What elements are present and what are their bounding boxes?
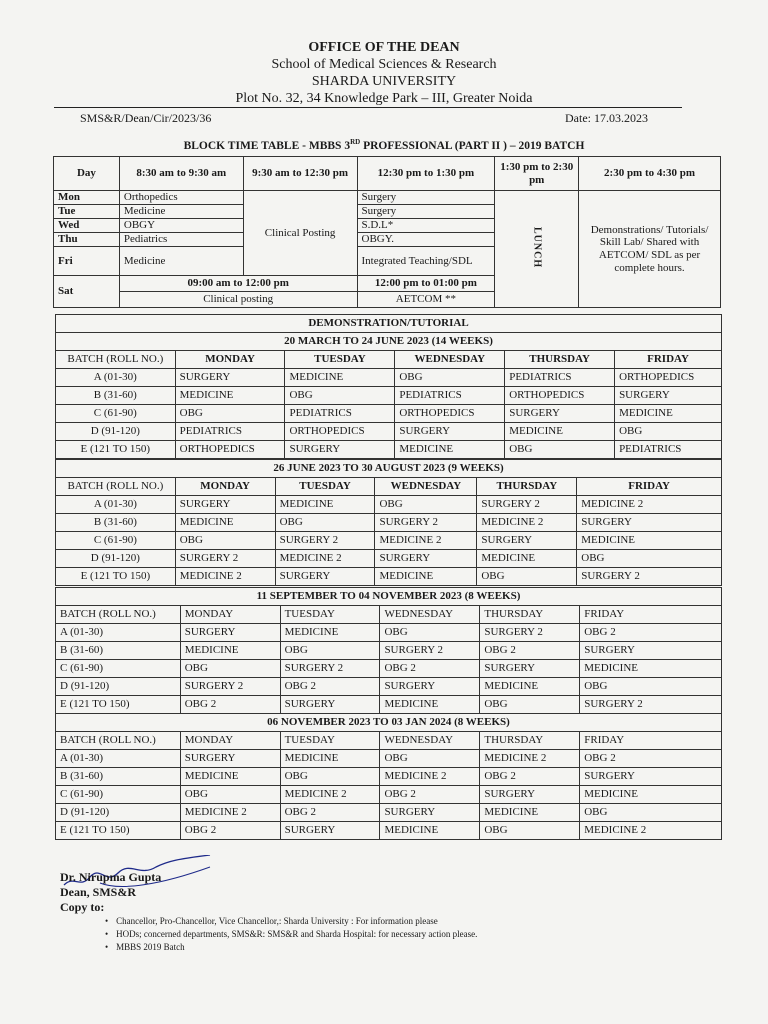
subject-cell: ORTHOPEDICS	[285, 423, 395, 441]
subject-cell: MEDICINE	[480, 678, 580, 696]
batch-cell: C (61-90)	[56, 532, 176, 550]
saturday-noon-cell	[357, 276, 495, 308]
table-row	[56, 660, 722, 678]
subject-cell: SURGERY	[615, 387, 722, 405]
subject-cell: MEDICINE 2	[175, 568, 275, 586]
subject-cell: OBG	[580, 678, 722, 696]
subject-cell: PEDIATRICS	[175, 423, 285, 441]
subject-cell: OBG	[480, 696, 580, 714]
subject-cell: MEDICINE	[477, 550, 577, 568]
header-slot-4: 1:30 pm to 2:30 pm	[495, 157, 579, 191]
saturday-value-2: AETCOM **	[395, 293, 456, 305]
saturday-time-1: 09:00 am to 12:00 pm	[120, 276, 357, 292]
subject-cell: SURGERY	[380, 804, 480, 822]
subject-cell: OBG	[375, 496, 477, 514]
saturday-value-1: Clinical posting	[203, 293, 274, 305]
subject-cell: MEDICINE	[180, 768, 280, 786]
subject-cell: MEDICINE	[175, 387, 285, 405]
subject-cell: MEDICINE	[395, 441, 505, 459]
subject-cell: SURGERY	[580, 768, 722, 786]
morning-subject: Pediatrics	[119, 233, 243, 247]
subject-cell: PEDIATRICS	[615, 441, 722, 459]
batch-cell: C (61-90)	[56, 786, 181, 804]
table-row	[56, 696, 722, 714]
subject-cell: MEDICINE	[615, 405, 722, 423]
subject-cell: OBG 2	[580, 750, 722, 768]
subject-cell: SURGERY 2	[280, 660, 380, 678]
demo-table-period-2	[55, 459, 722, 586]
subject-cell: MEDICINE	[480, 804, 580, 822]
subject-cell: MEDICINE	[580, 660, 722, 678]
col-header: THURSDAY	[480, 732, 580, 750]
subject-cell: OBG	[505, 441, 615, 459]
noon-subject: Surgery	[357, 205, 495, 219]
batch-cell: E (121 TO 150)	[56, 441, 176, 459]
col-header: TUESDAY	[285, 351, 395, 369]
col-header: THURSDAY	[480, 606, 580, 624]
batch-cell: D (91-120)	[56, 423, 176, 441]
morning-subject: OBGY	[119, 219, 243, 233]
subject-cell: MEDICINE	[285, 369, 395, 387]
batch-cell: B (31-60)	[56, 514, 176, 532]
batch-cell: C (61-90)	[56, 660, 181, 678]
col-header: FRIDAY	[615, 351, 722, 369]
batch-cell: D (91-120)	[56, 678, 181, 696]
subject-cell: SURGERY	[280, 696, 380, 714]
subject-cell: SURGERY	[580, 642, 722, 660]
subject-cell: SURGERY	[505, 405, 615, 423]
batch-cell: A (01-30)	[56, 496, 176, 514]
subject-cell: OBG 2	[280, 804, 380, 822]
subject-cell: SURGERY	[577, 514, 722, 532]
table-row	[56, 532, 722, 550]
subject-cell: OBG	[580, 804, 722, 822]
table-row	[56, 514, 722, 532]
demo-table-period-3	[55, 587, 722, 714]
table-row	[56, 496, 722, 514]
circular-date: Date: 17.03.2023	[565, 111, 648, 125]
col-header: WEDNESDAY	[380, 606, 480, 624]
batch-cell: D (91-120)	[56, 550, 176, 568]
subject-cell: PEDIATRICS	[285, 405, 395, 423]
subject-cell: OBG 2	[480, 642, 580, 660]
table-row	[56, 642, 722, 660]
day-label: Mon	[54, 191, 120, 205]
afternoon-activities-cell: Demonstrations/ Tutorials/ Skill Lab/ Shared with AETCOM/ SDL as per complete hours.	[579, 191, 721, 308]
table-row	[56, 423, 722, 441]
col-header: WEDNESDAY	[395, 351, 505, 369]
subject-cell: MEDICINE 2	[480, 750, 580, 768]
header-slot-3: 12:30 pm to 1:30 pm	[357, 157, 495, 191]
subject-cell: SURGERY	[275, 568, 375, 586]
morning-subject: Orthopedics	[119, 191, 243, 205]
col-header: MONDAY	[175, 351, 285, 369]
subject-cell: SURGERY	[285, 441, 395, 459]
subject-cell: OBG	[275, 514, 375, 532]
subject-cell: OBG	[180, 660, 280, 678]
subject-cell: MEDICINE	[577, 532, 722, 550]
subject-cell: SURGERY 2	[577, 568, 722, 586]
table-row	[56, 405, 722, 423]
col-header: THURSDAY	[477, 478, 577, 496]
subject-cell: MEDICINE 2	[380, 768, 480, 786]
school-name: School of Medical Sciences & Research	[271, 57, 497, 72]
subject-cell: ORTHOPEDICS	[615, 369, 722, 387]
subject-cell: SURGERY	[175, 369, 285, 387]
circular-reference: SMS&R/Dean/Cir/2023/36	[80, 111, 212, 125]
batch-cell: B (31-60)	[56, 387, 176, 405]
subject-cell: OBG	[577, 550, 722, 568]
subject-cell: PEDIATRICS	[505, 369, 615, 387]
header-slot-2: 9:30 am to 12:30 pm	[243, 157, 357, 191]
noon-subject: S.D.L*	[357, 219, 495, 233]
subject-cell: OBG 2	[280, 678, 380, 696]
copy-to-label: Copy to:	[60, 900, 105, 914]
address: Plot No. 32, 34 Knowledge Park – III, Greater Noida	[235, 91, 533, 106]
col-header: BATCH (ROLL NO.)	[56, 478, 176, 496]
col-header: TUESDAY	[280, 732, 380, 750]
demo-heading: DEMONSTRATION/TUTORIAL	[56, 315, 722, 333]
saturday-time-2: 12:00 pm to 01:00 pm	[358, 276, 495, 292]
day-label: Wed	[54, 219, 120, 233]
subject-cell: OBG	[380, 750, 480, 768]
timetable-title: BLOCK TIME TABLE - MBBS 3RD PROFESSIONAL (PART II ) – 2019 BATCH	[183, 138, 585, 152]
batch-cell: E (121 TO 150)	[56, 568, 176, 586]
subject-cell: OBG	[280, 768, 380, 786]
batch-cell: D (91-120)	[56, 804, 181, 822]
table-row	[56, 624, 722, 642]
subject-cell: MEDICINE 2	[180, 804, 280, 822]
noon-subject: Integrated Teaching/SDL	[357, 247, 495, 276]
subject-cell: OBG	[615, 423, 722, 441]
subject-cell: MEDICINE	[380, 822, 480, 840]
day-label: Sat	[54, 276, 120, 308]
subject-cell: OBG	[477, 568, 577, 586]
day-label: Tue	[54, 205, 120, 219]
subject-cell: MEDICINE	[275, 496, 375, 514]
col-header: WEDNESDAY	[380, 732, 480, 750]
batch-cell: A (01-30)	[56, 624, 181, 642]
subject-cell: OBG	[285, 387, 395, 405]
morning-subject: Medicine	[119, 205, 243, 219]
batch-cell: B (31-60)	[56, 642, 181, 660]
table-row	[56, 786, 722, 804]
subject-cell: SURGERY	[180, 750, 280, 768]
subject-cell: SURGERY 2	[180, 678, 280, 696]
header-day: Day	[54, 157, 120, 191]
batch-cell: A (01-30)	[56, 369, 176, 387]
subject-cell: MEDICINE	[175, 514, 275, 532]
subject-cell: SURGERY	[375, 550, 477, 568]
subject-cell: SURGERY 2	[375, 514, 477, 532]
subject-cell: SURGERY 2	[477, 496, 577, 514]
batch-cell: E (121 TO 150)	[56, 696, 181, 714]
header-slot-1: 8:30 am to 9:30 am	[119, 157, 243, 191]
col-header: FRIDAY	[580, 732, 722, 750]
subject-cell: MEDICINE 2	[275, 550, 375, 568]
day-label: Fri	[54, 247, 120, 276]
subject-cell: SURGERY	[480, 660, 580, 678]
subject-cell: SURGERY 2	[380, 642, 480, 660]
subject-cell: SURGERY 2	[480, 624, 580, 642]
batch-cell: A (01-30)	[56, 750, 181, 768]
subject-cell: SURGERY	[480, 786, 580, 804]
subject-cell: MEDICINE	[375, 568, 477, 586]
subject-cell: MEDICINE	[505, 423, 615, 441]
col-header: MONDAY	[180, 606, 280, 624]
col-header: MONDAY	[180, 732, 280, 750]
subject-cell: OBG 2	[380, 786, 480, 804]
batch-cell: C (61-90)	[56, 405, 176, 423]
weekly-schedule-table	[53, 156, 721, 308]
office-title: OFFICE OF THE DEAN	[308, 40, 460, 55]
table-row	[56, 768, 722, 786]
subject-cell: SURGERY	[477, 532, 577, 550]
demo-table-period-1	[55, 314, 722, 459]
subject-cell: OBG	[175, 532, 275, 550]
subject-cell: OBG 2	[580, 624, 722, 642]
clinical-posting-cell: Clinical Posting	[243, 191, 357, 276]
subject-cell: SURGERY	[180, 624, 280, 642]
header-rule	[54, 107, 682, 108]
subject-cell: OBG 2	[380, 660, 480, 678]
subject-cell: SURGERY	[395, 423, 505, 441]
subject-cell: ORTHOPEDICS	[395, 405, 505, 423]
table-row	[56, 822, 722, 840]
subject-cell: OBG	[280, 642, 380, 660]
table-row	[56, 568, 722, 586]
col-header: THURSDAY	[505, 351, 615, 369]
subject-cell: MEDICINE	[180, 642, 280, 660]
subject-cell: ORTHOPEDICS	[175, 441, 285, 459]
subject-cell: MEDICINE 2	[280, 786, 380, 804]
subject-cell: MEDICINE	[280, 624, 380, 642]
noon-subject: Surgery	[357, 191, 495, 205]
subject-cell: OBG	[175, 405, 285, 423]
table-row	[56, 550, 722, 568]
subject-cell: MEDICINE 2	[477, 514, 577, 532]
col-header: BATCH (ROLL NO.)	[56, 351, 176, 369]
noon-subject: OBGY.	[357, 233, 495, 247]
subject-cell: SURGERY	[380, 678, 480, 696]
subject-cell: OBG	[380, 624, 480, 642]
saturday-morning-cell	[119, 276, 357, 308]
subject-cell: OBG 2	[480, 768, 580, 786]
subject-cell: MEDICINE	[280, 750, 380, 768]
signatory-name: Dr. Nirupma Gupta	[60, 870, 162, 884]
col-header: TUESDAY	[280, 606, 380, 624]
subject-cell: SURGERY	[280, 822, 380, 840]
subject-cell: MEDICINE 2	[580, 822, 722, 840]
demo-table-period-4	[55, 713, 722, 840]
subject-cell: SURGERY 2	[175, 550, 275, 568]
col-header: WEDNESDAY	[375, 478, 477, 496]
subject-cell: MEDICINE	[380, 696, 480, 714]
col-header: BATCH (ROLL NO.)	[56, 606, 181, 624]
list-item: • MBBS 2019 Batch	[105, 942, 477, 952]
period-heading: 11 SEPTEMBER TO 04 NOVEMBER 2023 (8 WEEKS)	[56, 588, 722, 606]
subject-cell: OBG	[480, 822, 580, 840]
table-row	[56, 804, 722, 822]
subject-cell: OBG 2	[180, 696, 280, 714]
subject-cell: ORTHOPEDICS	[505, 387, 615, 405]
lunch-cell: LUNCH	[495, 191, 579, 308]
col-header: FRIDAY	[580, 606, 722, 624]
batch-cell: B (31-60)	[56, 768, 181, 786]
signatory-role: Dean, SMS&R	[60, 885, 137, 899]
subject-cell: SURGERY 2	[275, 532, 375, 550]
header-slot-5: 2:30 pm to 4:30 pm	[579, 157, 721, 191]
period-heading: 20 MARCH TO 24 JUNE 2023 (14 WEEKS)	[56, 333, 722, 351]
list-item: • Chancellor, Pro-Chancellor, Vice Chancellor,: Sharda University : For information please	[105, 916, 477, 926]
subject-cell: SURGERY	[175, 496, 275, 514]
table-row	[56, 678, 722, 696]
subject-cell: MEDICINE 2	[375, 532, 477, 550]
copy-recipients-list	[105, 916, 477, 955]
subject-cell: OBG 2	[180, 822, 280, 840]
university-name: SHARDA UNIVERSITY	[311, 74, 457, 89]
col-header: TUESDAY	[275, 478, 375, 496]
col-header: MONDAY	[175, 478, 275, 496]
subject-cell: PEDIATRICS	[395, 387, 505, 405]
subject-cell: OBG	[180, 786, 280, 804]
col-header: FRIDAY	[577, 478, 722, 496]
table-row	[56, 441, 722, 459]
day-label: Thu	[54, 233, 120, 247]
subject-cell: SURGERY 2	[580, 696, 722, 714]
period-heading: 06 NOVEMBER 2023 TO 03 JAN 2024 (8 WEEKS)	[56, 714, 722, 732]
morning-subject: Medicine	[119, 247, 243, 276]
table-row	[56, 387, 722, 405]
col-header: BATCH (ROLL NO.)	[56, 732, 181, 750]
table-row	[56, 750, 722, 768]
list-item: • HODs; concerned departments, SMS&R: SMS&R and Sharda Hospital: for necessary action please.	[105, 929, 477, 939]
table-row	[56, 369, 722, 387]
subject-cell: OBG	[395, 369, 505, 387]
subject-cell: MEDICINE	[580, 786, 722, 804]
subject-cell: MEDICINE 2	[577, 496, 722, 514]
period-heading: 26 JUNE 2023 TO 30 AUGUST 2023 (9 WEEKS)	[56, 460, 722, 478]
batch-cell: E (121 TO 150)	[56, 822, 181, 840]
